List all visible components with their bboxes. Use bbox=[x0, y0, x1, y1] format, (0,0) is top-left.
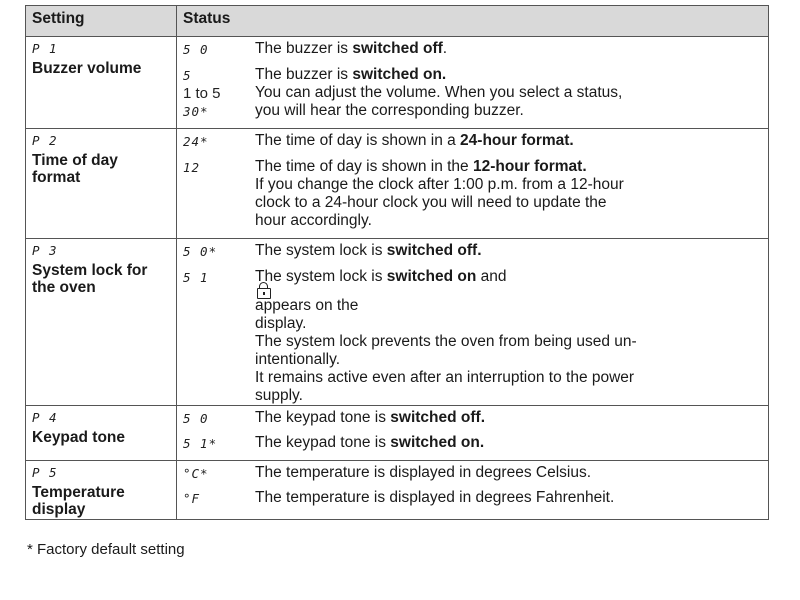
setting-code: P 5 bbox=[32, 465, 58, 480]
description-text: The buzzer is bbox=[255, 66, 353, 83]
status-value bbox=[183, 434, 255, 460]
status-row bbox=[177, 242, 768, 268]
status-code: °F bbox=[183, 491, 201, 506]
status-row bbox=[177, 132, 768, 158]
status-description bbox=[255, 464, 762, 489]
table-body bbox=[26, 37, 769, 520]
description-text: The system lock is bbox=[255, 242, 387, 259]
description-line bbox=[255, 369, 762, 387]
description-text: The system lock is bbox=[255, 268, 387, 285]
description-line bbox=[255, 176, 762, 194]
status-cell bbox=[177, 406, 769, 461]
description-text: display. bbox=[255, 315, 307, 332]
description-text: The keypad tone is bbox=[255, 409, 391, 426]
setting-group bbox=[26, 239, 769, 406]
header-setting: Setting bbox=[26, 6, 177, 37]
setting-name: Time of day format bbox=[32, 152, 118, 186]
description-text: supply. bbox=[255, 387, 303, 404]
description-text: . bbox=[442, 40, 448, 57]
description-line bbox=[255, 212, 762, 230]
description-emphasis: switched on. bbox=[390, 434, 485, 451]
settings-table bbox=[25, 5, 769, 520]
header-status: Status bbox=[177, 6, 769, 37]
status-row bbox=[177, 40, 768, 66]
setting-cell bbox=[26, 406, 177, 461]
status-value bbox=[183, 464, 255, 489]
description-text: The time of day is shown in a bbox=[255, 132, 461, 149]
status-row bbox=[177, 158, 768, 238]
status-value bbox=[183, 40, 255, 66]
status-code: 5 1* bbox=[183, 436, 218, 451]
status-code: 30* bbox=[183, 104, 209, 119]
setting-group bbox=[26, 129, 769, 239]
description-text: The time of day is shown in the bbox=[255, 158, 473, 175]
status-description bbox=[255, 434, 762, 460]
status-value bbox=[183, 66, 255, 128]
description-emphasis: switched off. bbox=[390, 409, 486, 426]
description-line bbox=[255, 242, 762, 260]
description-line bbox=[255, 66, 762, 84]
setting-cell bbox=[26, 129, 177, 239]
description-line bbox=[255, 194, 762, 212]
setting-group bbox=[26, 406, 769, 461]
status-description bbox=[255, 66, 762, 128]
setting-group bbox=[26, 461, 769, 520]
status-cell bbox=[177, 37, 769, 129]
setting-cell bbox=[26, 239, 177, 406]
setting-cell bbox=[26, 37, 177, 129]
status-description bbox=[255, 242, 762, 268]
status-code: 5 0 bbox=[183, 42, 209, 57]
description-text: clock to a 24-hour clock you will need to update the bbox=[255, 194, 607, 211]
description-text: You can adjust the volume. When you select a status, bbox=[255, 84, 623, 101]
lock-icon bbox=[257, 288, 271, 299]
status-row bbox=[177, 66, 768, 128]
status-code: 5 0 bbox=[183, 411, 209, 426]
footnote: * Factory default setting bbox=[27, 541, 185, 558]
description-line bbox=[255, 102, 762, 120]
setting-code: P 4 bbox=[32, 410, 58, 425]
description-text: The temperature is displayed in degrees Celsius. bbox=[255, 464, 592, 481]
status-description bbox=[255, 489, 762, 519]
description-line bbox=[255, 387, 762, 405]
status-code: 12 bbox=[183, 160, 201, 175]
description-line bbox=[255, 132, 762, 150]
table-header bbox=[26, 6, 769, 37]
description-emphasis: switched off bbox=[352, 40, 443, 57]
setting-code: P 3 bbox=[32, 243, 58, 258]
description-text: intentionally. bbox=[255, 351, 341, 368]
setting-group bbox=[26, 37, 769, 129]
description-line bbox=[255, 40, 762, 58]
setting-name: System lock for the oven bbox=[32, 262, 148, 296]
description-emphasis: switched on. bbox=[352, 66, 447, 83]
description-line bbox=[255, 409, 762, 427]
description-text: appears on the bbox=[255, 297, 359, 314]
description-text: The temperature is displayed in degrees Fahrenheit. bbox=[255, 489, 615, 506]
description-emphasis: 12-hour format. bbox=[472, 158, 587, 175]
status-description bbox=[255, 409, 762, 434]
description-text: The system lock prevents the oven from being used un- bbox=[255, 333, 637, 350]
description-emphasis: 24-hour format. bbox=[460, 132, 574, 149]
status-row bbox=[177, 434, 768, 460]
description-line bbox=[255, 434, 762, 452]
description-text: If you change the clock after 1:00 p.m. from a 12-hour bbox=[255, 176, 624, 193]
status-description bbox=[255, 40, 762, 66]
description-text: It remains active even after an interruption to the power bbox=[255, 369, 635, 386]
status-row bbox=[177, 409, 768, 434]
status-cell bbox=[177, 129, 769, 239]
status-value bbox=[183, 409, 255, 434]
setting-name: Temperature display bbox=[32, 484, 125, 518]
description-line bbox=[255, 333, 762, 351]
description-text: The keypad tone is bbox=[255, 434, 391, 451]
status-code: °C* bbox=[183, 466, 209, 481]
description-emphasis: switched on bbox=[386, 268, 477, 285]
description-text: The buzzer is bbox=[255, 40, 353, 57]
status-value bbox=[183, 489, 255, 519]
description-line bbox=[255, 268, 762, 315]
status-description bbox=[255, 268, 762, 405]
status-row bbox=[177, 489, 768, 519]
setting-code: P 2 bbox=[32, 133, 58, 148]
setting-name: Keypad tone bbox=[32, 429, 126, 446]
status-code: 24* bbox=[183, 134, 209, 149]
status-value bbox=[183, 158, 255, 238]
description-line bbox=[255, 489, 762, 507]
status-code: 5 1 bbox=[183, 270, 209, 285]
description-emphasis: switched off. bbox=[386, 242, 482, 259]
setting-cell bbox=[26, 461, 177, 520]
status-row bbox=[177, 464, 768, 489]
status-code: 1 to 5 bbox=[183, 85, 221, 102]
status-description bbox=[255, 158, 762, 238]
status-cell bbox=[177, 461, 769, 520]
description-line bbox=[255, 84, 762, 102]
description-line bbox=[255, 464, 762, 482]
setting-name: Buzzer volume bbox=[32, 60, 142, 77]
status-description bbox=[255, 132, 762, 158]
status-value bbox=[183, 132, 255, 158]
description-line bbox=[255, 158, 762, 176]
description-line bbox=[255, 315, 762, 333]
description-text: and bbox=[476, 268, 507, 285]
status-value bbox=[183, 268, 255, 405]
status-row bbox=[177, 268, 768, 405]
status-value bbox=[183, 242, 255, 268]
description-text: you will hear the corresponding buzzer. bbox=[255, 102, 524, 119]
status-code: 5 0* bbox=[183, 244, 218, 259]
description-text: hour accordingly. bbox=[255, 212, 372, 229]
status-code: 5 bbox=[183, 68, 192, 83]
status-cell bbox=[177, 239, 769, 406]
description-line bbox=[255, 351, 762, 369]
setting-code: P 1 bbox=[32, 41, 58, 56]
